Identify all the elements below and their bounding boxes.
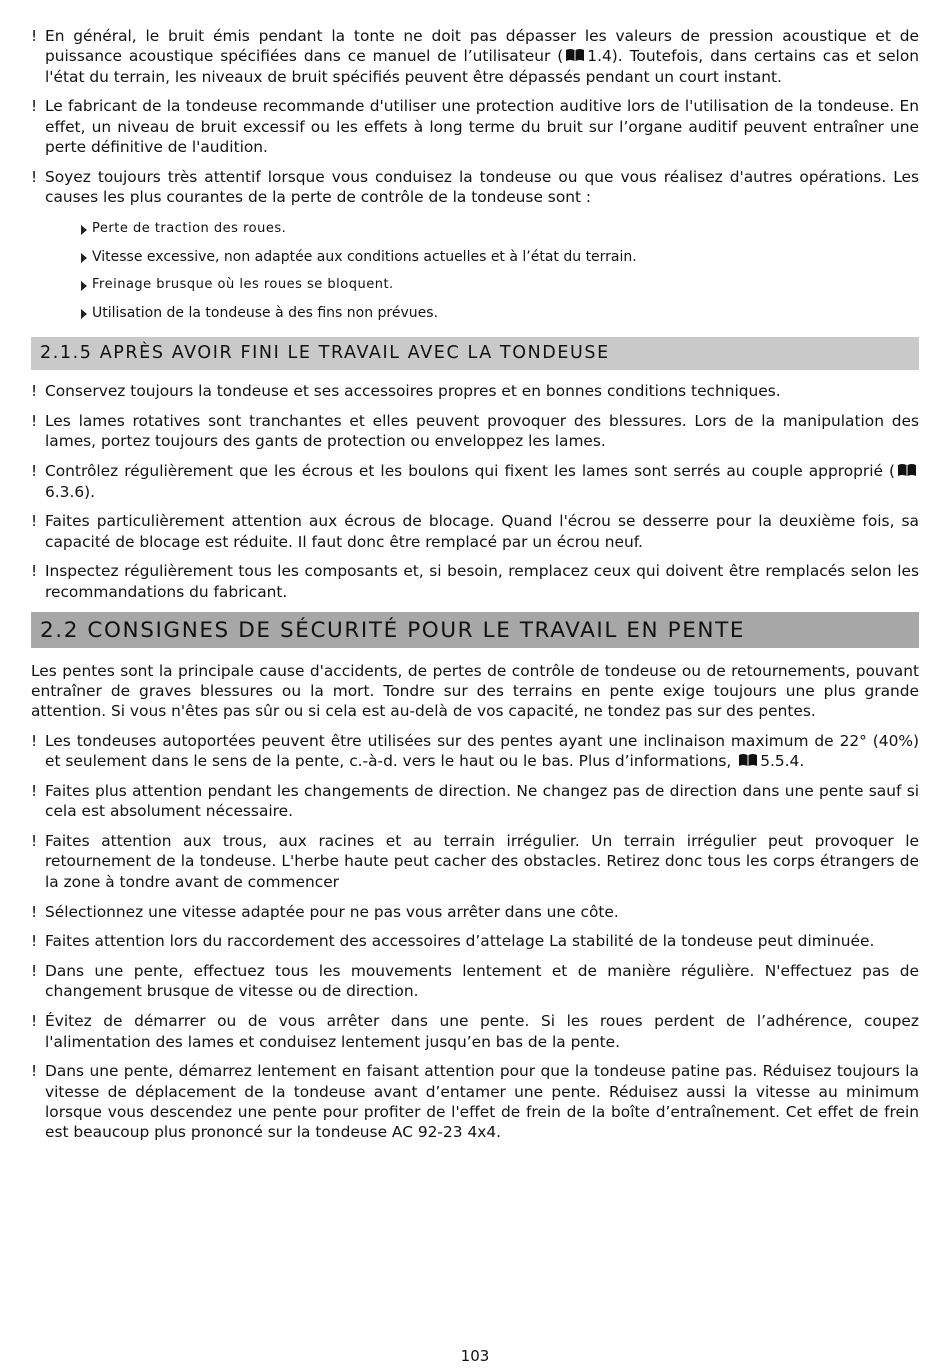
manual-reference: 5.5.4 bbox=[760, 752, 800, 771]
list-item bbox=[31, 275, 919, 295]
warning-paragraph bbox=[31, 902, 919, 922]
warning-mark: ! bbox=[31, 27, 38, 45]
warning-mark: ! bbox=[31, 962, 38, 981]
list-item-text: Freinage brusque où les roues se bloquent. bbox=[92, 277, 394, 293]
paragraph-text: Faites particulièrement attention aux écrous de blocage. Quand l'écrou se desserre pour la deuxième fois, sa capacité de blocage est réduite. Il faut donc être remplacé par un écrou neuf. bbox=[45, 512, 919, 551]
warning-paragraph bbox=[31, 831, 919, 892]
warning-mark: ! bbox=[31, 902, 38, 921]
warning-paragraph bbox=[31, 167, 919, 208]
manual-reference: 1.4 bbox=[587, 47, 612, 66]
warning-paragraph bbox=[31, 561, 919, 602]
warning-paragraph bbox=[31, 1011, 919, 1052]
warning-paragraph bbox=[31, 96, 919, 157]
paragraph-text: Faites plus attention pendant les changements de direction. Ne changez pas de direction dans une pente sauf si cela est absolument nécessaire. bbox=[45, 782, 919, 821]
list-item bbox=[31, 303, 919, 323]
paragraph-text-pre: Les tondeuses autoportées peuvent être utilisées sur des pentes ayant une inclinaison maximum de 22° (40%) et seulement dans le sens de la pente, c.-à-d. vers le haut ou le bas. Plus d’informations, bbox=[45, 731, 919, 771]
page-number: 103 bbox=[460, 1347, 490, 1365]
warning-paragraph bbox=[31, 931, 919, 951]
paragraph-text: Les lames rotatives sont tranchantes et elles peuvent provoquer des blessures. Lors de la manipulation des lames, portez toujours des gants de protection ou enveloppez les lames. bbox=[45, 412, 919, 451]
open-book-icon bbox=[565, 48, 585, 62]
warning-mark: ! bbox=[31, 932, 38, 951]
list-item-text: Perte de traction des roues. bbox=[92, 221, 287, 237]
warning-mark: ! bbox=[31, 1062, 38, 1081]
warning-paragraph bbox=[31, 381, 919, 401]
manual-page bbox=[31, 26, 919, 1152]
warning-mark: ! bbox=[31, 462, 38, 481]
paragraph-text-post: ). Toutefois, dans certains cas et selon l'état du terrain, les niveaux de bruit spécifiés peuvent être dépassés pendant un court instant. bbox=[45, 47, 919, 86]
warning-mark: ! bbox=[31, 832, 38, 851]
section-heading-2-2: 2.2 CONSIGNES DE SÉCURITÉ POUR LE TRAVAIL EN PENTE bbox=[31, 612, 919, 648]
paragraph-text: Faites attention lors du raccordement des accessoires d’attelage La stabilité de la tondeuse peut diminuée. bbox=[45, 932, 875, 951]
triangle-right-icon bbox=[81, 281, 87, 291]
paragraph-text-post: ). bbox=[84, 482, 96, 501]
paragraph-text: Faites attention aux trous, aux racines et au terrain irrégulier. Un terrain irrégulier peut provoquer le retournement de la tondeuse. L'herbe haute peut cacher des obstacles. Retirez donc tous les corps étrangers de la zone à tondre avant de commencer bbox=[45, 832, 919, 891]
warning-mark: ! bbox=[31, 382, 38, 401]
causes-list bbox=[31, 219, 919, 323]
paragraph-text-post: . bbox=[799, 752, 805, 771]
warning-mark: ! bbox=[31, 512, 38, 531]
warning-mark: ! bbox=[31, 782, 38, 801]
section-intro: Les pentes sont la principale cause d'accidents, de pertes de contrôle de tondeuse ou de retournements, pouvant entraîner de graves blessures ou la mort. Tondre sur des terrains en pente exige toujours une plus grande attention. Si vous n'êtes pas sûr ou si cela est au-delà de vos capacité, ne tondez pas sur des pentes. bbox=[31, 661, 919, 721]
paragraph-text-pre: Contrôlez régulièrement que les écrous et les boulons qui fixent les lames sont serrés au couple approprié ( bbox=[45, 462, 895, 481]
paragraph-text: Soyez toujours très attentif lorsque vous conduisez la tondeuse ou que vous réalisez d'autres opérations. Les causes les plus courantes de la perte de contrôle de la tondeuse sont : bbox=[45, 167, 919, 207]
open-book-icon bbox=[897, 463, 917, 477]
paragraph-text: Dans une pente, démarrez lentement en faisant attention pour que la tondeuse patine pas. Réduisez toujours la vitesse de déplacement de la tondeuse avant d’entamer une pente. Réduisez aussi la vitesse au minimum lorsque vous descendez une pente pour profiter de l'effet de frein de la boîte d’entraînement. Cet effet de frein est beaucoup plus prononcé sur la tondeuse AC 92-23 4x4. bbox=[45, 1062, 919, 1142]
paragraph-text-pre: En général, le bruit émis pendant la tonte ne doit pas dépasser les valeurs de pression acoustique et de puissance acoustique spécifiées dans ce manuel de l’utilisateur ( bbox=[45, 27, 919, 66]
paragraph-text: Inspectez régulièrement tous les composants et, si besoin, remplacez ceux qui doivent être remplacés selon les recommandations du fabricant. bbox=[45, 562, 919, 601]
warning-mark: ! bbox=[31, 167, 38, 186]
warning-paragraph bbox=[31, 461, 919, 502]
triangle-right-icon bbox=[81, 225, 87, 235]
section-heading-2-1-5: 2.1.5 APRÈS AVOIR FINI LE TRAVAIL AVEC LA TONDEUSE bbox=[31, 337, 919, 370]
warning-paragraph bbox=[31, 961, 919, 1002]
list-item-text: Vitesse excessive, non adaptée aux conditions actuelles et à l’état du terrain. bbox=[92, 249, 637, 266]
paragraph-text: Dans une pente, effectuez tous les mouvements lentement et de manière régulière. N'effectuez pas de changement brusque de vitesse ou de direction. bbox=[45, 962, 919, 1001]
list-item bbox=[31, 219, 919, 239]
warning-paragraph bbox=[31, 26, 919, 87]
triangle-right-icon bbox=[81, 253, 87, 263]
warning-mark: ! bbox=[31, 562, 38, 581]
warning-paragraph bbox=[31, 781, 919, 822]
paragraph-text: Le fabricant de la tondeuse recommande d'utiliser une protection auditive lors de l'utilisation de la tondeuse. En effet, un niveau de bruit excessif ou les effets à long terme du bruit sur l’organe auditif peuvent entraîner une perte définitive de l'audition. bbox=[45, 97, 919, 156]
warning-paragraph bbox=[31, 511, 919, 552]
warning-mark: ! bbox=[31, 731, 38, 750]
warning-paragraph bbox=[31, 1061, 919, 1142]
paragraph-text: Conservez toujours la tondeuse et ses accessoires propres et en bonnes conditions techniques. bbox=[45, 382, 781, 401]
warning-mark: ! bbox=[31, 1012, 38, 1031]
paragraph-text: Évitez de démarrer ou de vous arrêter dans une pente. Si les roues perdent de l’adhérence, coupez l'alimentation des lames et conduisez lentement jusqu’en bas de la pente. bbox=[45, 1012, 919, 1051]
triangle-right-icon bbox=[81, 309, 87, 319]
warning-paragraph bbox=[31, 411, 919, 452]
open-book-icon bbox=[738, 753, 758, 767]
paragraph-text: Sélectionnez une vitesse adaptée pour ne pas vous arrêter dans une côte. bbox=[45, 902, 619, 921]
warning-mark: ! bbox=[31, 412, 38, 431]
list-item bbox=[31, 247, 919, 267]
warning-mark: ! bbox=[31, 97, 38, 116]
manual-reference: 6.3.6 bbox=[45, 482, 85, 501]
list-item-text: Utilisation de la tondeuse à des fins non prévues. bbox=[92, 305, 439, 322]
warning-paragraph bbox=[31, 731, 919, 772]
